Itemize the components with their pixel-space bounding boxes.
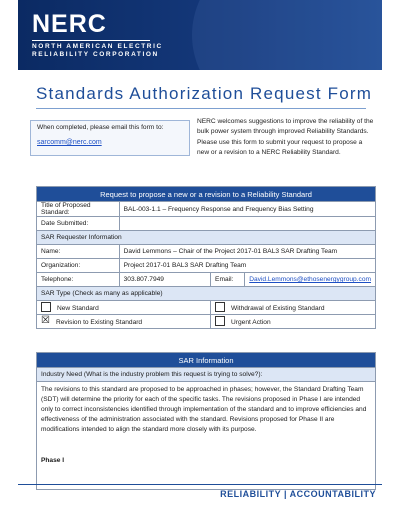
- submission-email-link[interactable]: sarcomm@nerc.com: [37, 139, 102, 146]
- organization-field[interactable]: Project 2017-01 BAL3 SAR Drafting Team: [119, 259, 375, 273]
- title-label: Title of Proposed Standard:: [37, 202, 120, 217]
- withdrawal-checkbox[interactable]: [215, 302, 225, 312]
- email-instructions-box: [30, 120, 190, 156]
- nerc-logo: [32, 12, 163, 59]
- telephone-label: Telephone:: [37, 273, 120, 287]
- industry-need-answer[interactable]: [37, 382, 376, 490]
- urgent-action-checkbox[interactable]: [215, 316, 225, 326]
- revision-checkbox-checked[interactable]: ☒: [41, 314, 50, 326]
- new-standard-label: New Standard: [57, 304, 99, 312]
- urgent-action-label: Urgent Action: [231, 318, 271, 326]
- logo-line-2: RELIABILITY CORPORATION: [32, 51, 159, 58]
- name-field[interactable]: David Lemmons – Chair of the Project 2017-01 BAL3 SAR Drafting Team: [119, 245, 375, 259]
- requester-section-header: SAR Requester Information: [37, 231, 376, 245]
- industry-need-question: Industry Need (What is the industry problem this request is trying to solve?):: [37, 368, 376, 382]
- date-label: Date Submitted:: [37, 217, 120, 231]
- logo-name: NERC: [32, 10, 107, 38]
- option-withdrawal[interactable]: [211, 301, 376, 315]
- welcome-text: NERC welcomes suggestions to improve the reliability of the bulk power system through improved Reliability Standards. Please use this form to submit your request to propose a new or a revision to a NERC Reliability Standard.: [197, 118, 374, 157]
- revision-label: Revision to Existing Standard: [55, 318, 143, 326]
- name-label: Name:: [37, 245, 120, 259]
- header-banner: [18, 0, 382, 70]
- withdrawal-label: Withdrawal of Existing Standard: [231, 304, 325, 312]
- option-revision[interactable]: [37, 315, 211, 329]
- title-field[interactable]: BAL-003-1.1 – Frequency Response and Frequency Bias Setting: [119, 202, 375, 217]
- date-field[interactable]: [119, 217, 375, 231]
- sar-info-header: SAR Information: [37, 353, 376, 368]
- option-urgent-action[interactable]: [211, 315, 376, 329]
- footer-tagline: RELIABILITY | ACCOUNTABILITY: [220, 489, 376, 499]
- email-label: Email:: [211, 273, 245, 287]
- page-title: Standards Authorization Request Form: [36, 84, 373, 103]
- title-divider: [36, 108, 366, 109]
- sar-info-table: [36, 352, 376, 490]
- telephone-field[interactable]: 303.807.7949: [119, 273, 210, 287]
- logo-line-1: NORTH AMERICAN ELECTRIC: [32, 43, 163, 50]
- new-standard-checkbox[interactable]: [41, 302, 51, 312]
- sar-type-section-header: SAR Type (Check as many as applicable): [37, 287, 376, 301]
- option-new-standard[interactable]: [37, 301, 211, 315]
- requester-email-link[interactable]: David.Lemmons@ethosenergygroup.com: [249, 276, 371, 283]
- footer-divider: [18, 484, 382, 485]
- industry-need-text: The revisions to this standard are proposed to be approached in phases; however, the Standard Drafting Team (SDT) will determine the priority for each of the specific tasks. The revisions proposed in Phase I are intended only to correct inconsistencies identified through implementation of the standard and to improve efficiencies and effectiveness of the administration associated with the standard. Revisions proposed for Phase II are modifications intended to align the standard more closely with its purpose.: [41, 386, 367, 433]
- phase-label: Phase I: [41, 457, 65, 464]
- request-table: [36, 186, 376, 329]
- logo-divider: [32, 40, 150, 41]
- email-field[interactable]: [245, 273, 376, 287]
- email-instructions-label: When completed, please email this form to:: [37, 124, 164, 131]
- request-table-header: Request to propose a new or a revision to a Reliability Standard: [37, 187, 376, 202]
- organization-label: Organization:: [37, 259, 120, 273]
